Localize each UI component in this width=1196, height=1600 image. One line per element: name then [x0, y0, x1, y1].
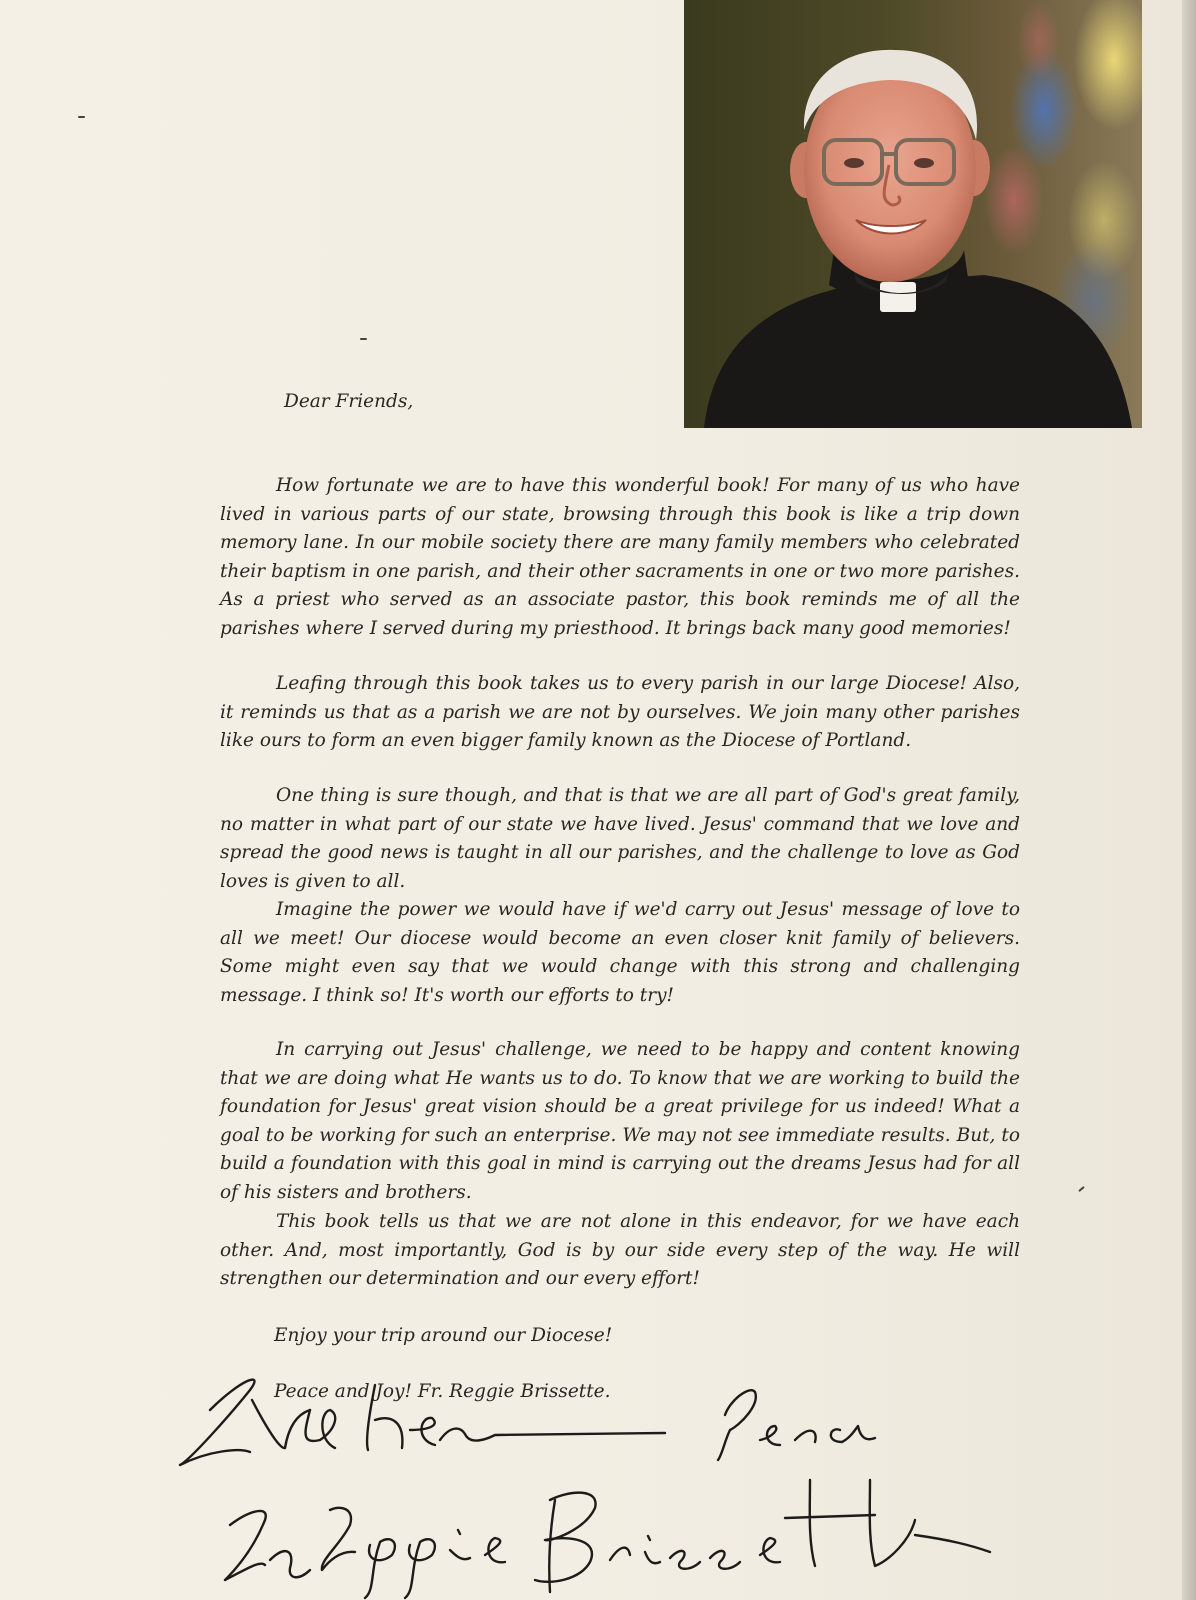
letter-paragraph: Imagine the power we would have if we'd carry out Jesus' message of love to all we meet! Our diocese would become an even closer knit family of believers. Some might even say that we would change with this strong and challenging message. I think so! It's worth our efforts to try!	[220, 899, 1020, 1006]
signoff-line: Peace and Joy! Fr. Reggie Brissette.	[274, 1381, 611, 1402]
letter-paragraph: How fortunate we are to have this wonderful book! For many of us who have lived in various parts of our state, browsing through this book is like a trip down memory lane. In our mobile society there are many family members who celebrated their baptism in one parish, and their other sacraments in one or two more parishes. As a priest who served as an associate pastor, this book reminds me of all the parishes where I served during my priesthood. It brings back many good memories!	[220, 475, 1020, 639]
letter-paragraph: Leafing through this book takes us to every parish in our large Diocese! Also, it reminds us that as a parish we are not by ourselves. We join many other parishes like ours to form an even bigger family known as the Diocese of Portland.	[220, 673, 1020, 752]
letter-paragraph: This book tells us that we are not alone in this endeavor, for we have each other. And, most importantly, God is by our side every step of the way. He will strengthen our determination and our every effort!	[220, 1211, 1020, 1290]
priest-portrait-photo	[684, 0, 1142, 428]
letter-paragraph: In carrying out Jesus' challenge, we need to be happy and content knowing that we are doing what He wants us to do. To know that we are working to build the foundation for Jesus' great vision should be a great privilege for us indeed! What a goal to be working for such an enterprise. We may not see immediate results. But, to build a foundation with this goal in mind is carrying out the dreams Jesus had for all of his sisters and brothers.	[220, 1039, 1020, 1203]
paper-speck	[360, 338, 367, 340]
portrait-photo-icon	[684, 0, 1142, 428]
closing-line: Enjoy your trip around our Diocese!	[274, 1325, 613, 1346]
paper-speck	[78, 116, 85, 118]
letter-paragraph: One thing is sure though, and that is that we are all part of God's great family, no matter in what part of our state we have lived. Jesus' command that we love and spread the good news is taught in all our parishes, and the challenge to love as God loves is given to all.	[220, 785, 1020, 892]
handwritten-signature-icon	[170, 1330, 1020, 1600]
salutation: Dear Friends,	[284, 391, 414, 412]
page-edge-shadow	[1182, 0, 1196, 1600]
paper-speck	[1078, 1186, 1085, 1192]
